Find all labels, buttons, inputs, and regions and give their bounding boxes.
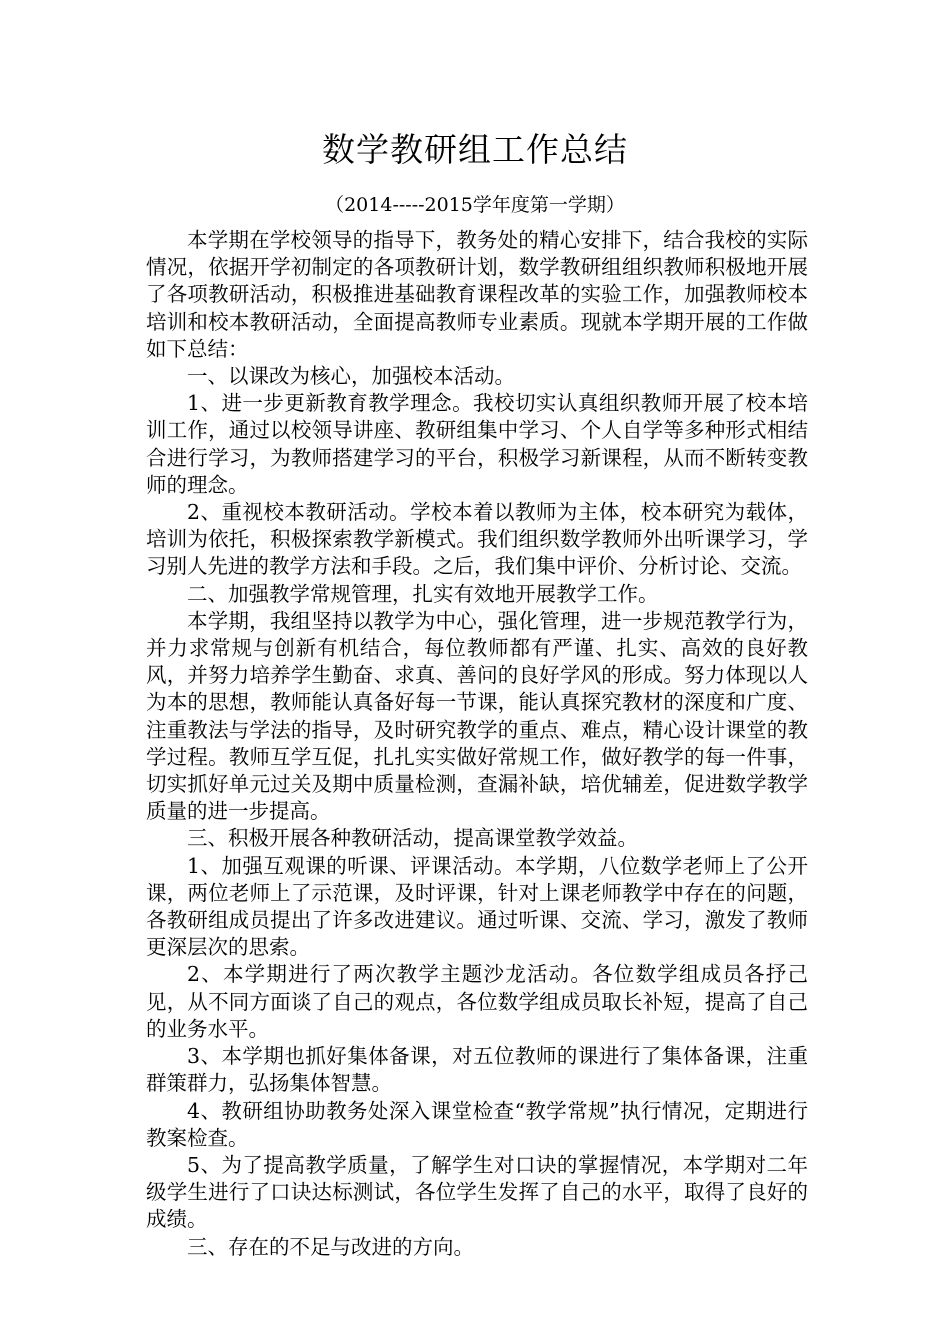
paragraph-intro: 本学期在学校领导的指导下，教务处的精心安排下，结合我校的实际情况，依据开学初制定的各项教研计划，数学教研组组织教师积极地开展了各项教研活动，积极推进基础教育课程改革的实验工作，加强教师校本培训和校本教研活动，全面提高教师专业素质。现就本学期开展的工作做如下总结： — [146, 228, 808, 361]
paragraph-3-4: 4、教研组协助教务处深入课堂检查“教学常规”执行情况，定期进行教案检查。 — [146, 1098, 808, 1150]
section-heading-4: 三、存在的不足与改进的方向。 — [187, 1234, 474, 1259]
paragraph-1-1: 1、进一步更新教育教学理念。我校切实认真组织教师开展了校本培训工作，通过以校领导讲座、教研组集中学习、个人自学等多种形式相结合进行学习，为教师搭建学习的平台，积极学习新课程，从而不断转变教师的理念。 — [146, 391, 808, 497]
paragraph-3-2: 2、本学期进行了两次教学主题沙龙活动。各位数学组成员各抒己见，从不同方面谈了自己的观点，各位数学组成员取长补短，提高了自己的业务水平。 — [146, 962, 808, 1041]
document-title: 数学教研组工作总结 — [322, 130, 628, 169]
document-subtitle: （2014-----2015学年度第一学期） — [325, 194, 625, 216]
paragraph-1-2: 2、重视校本教研活动。学校本着以教师为主体，校本研究为载体，培训为依托，积极探索教学新模式。我们组织数学教师外出听课学习，学习别人先进的教学方法和手段。之后，我们集中评价、分析讨论、交流。 — [146, 500, 808, 579]
paragraph-3-1: 1、加强互观课的听课、评课活动。本学期，八位数学老师上了公开课，两位老师上了示范课，及时评课，针对上课老师教学中存在的问题，各教研组成员提出了许多改进建议。通过听课、交流、学习，激发了教师更深层次的思索。 — [146, 853, 808, 960]
document-body — [146, 227, 808, 1261]
section-heading-3: 三、积极开展各种教研活动，提高课堂教学效益。 — [187, 826, 638, 851]
section-heading-2: 二、加强教学常规管理，扎实有效地开展教学工作。 — [187, 581, 659, 606]
section-heading-1: 一、以课改为核心，加强校本活动。 — [187, 364, 515, 389]
paragraph-3-5: 5、为了提高教学质量，了解学生对口诀的掌握情况，本学期对二年级学生进行了口诀达标测试，各位学生发挥了自己的水平，取得了良好的成绩。 — [146, 1152, 808, 1232]
paragraph-3-3: 3、本学期也抓好集体备课，对五位教师的课进行了集体备课，注重群策群力，弘扬集体智慧。 — [146, 1044, 808, 1096]
paragraph-2: 本学期，我组坚持以教学为中心，强化管理，进一步规范教学行为，并力求常规与创新有机结合，每位教师都有严谨、扎实、高效的良好教风，并努力培养学生勤奋、求真、善问的良好学风的形成。努力体现以人为本的思想，教师能认真备好每一节课，能认真探究教材的深度和广度、注重教法与学法的指导，及时研究教学的重点、难点，精心设计课堂的教学过程。教师互学互促，扎扎实实做好常规工作，做好教学的每一件事，切实抓好单元过关及期中质量检测，查漏补缺，培优辅差，促进数学教学质量的进一步提高。 — [146, 608, 808, 824]
